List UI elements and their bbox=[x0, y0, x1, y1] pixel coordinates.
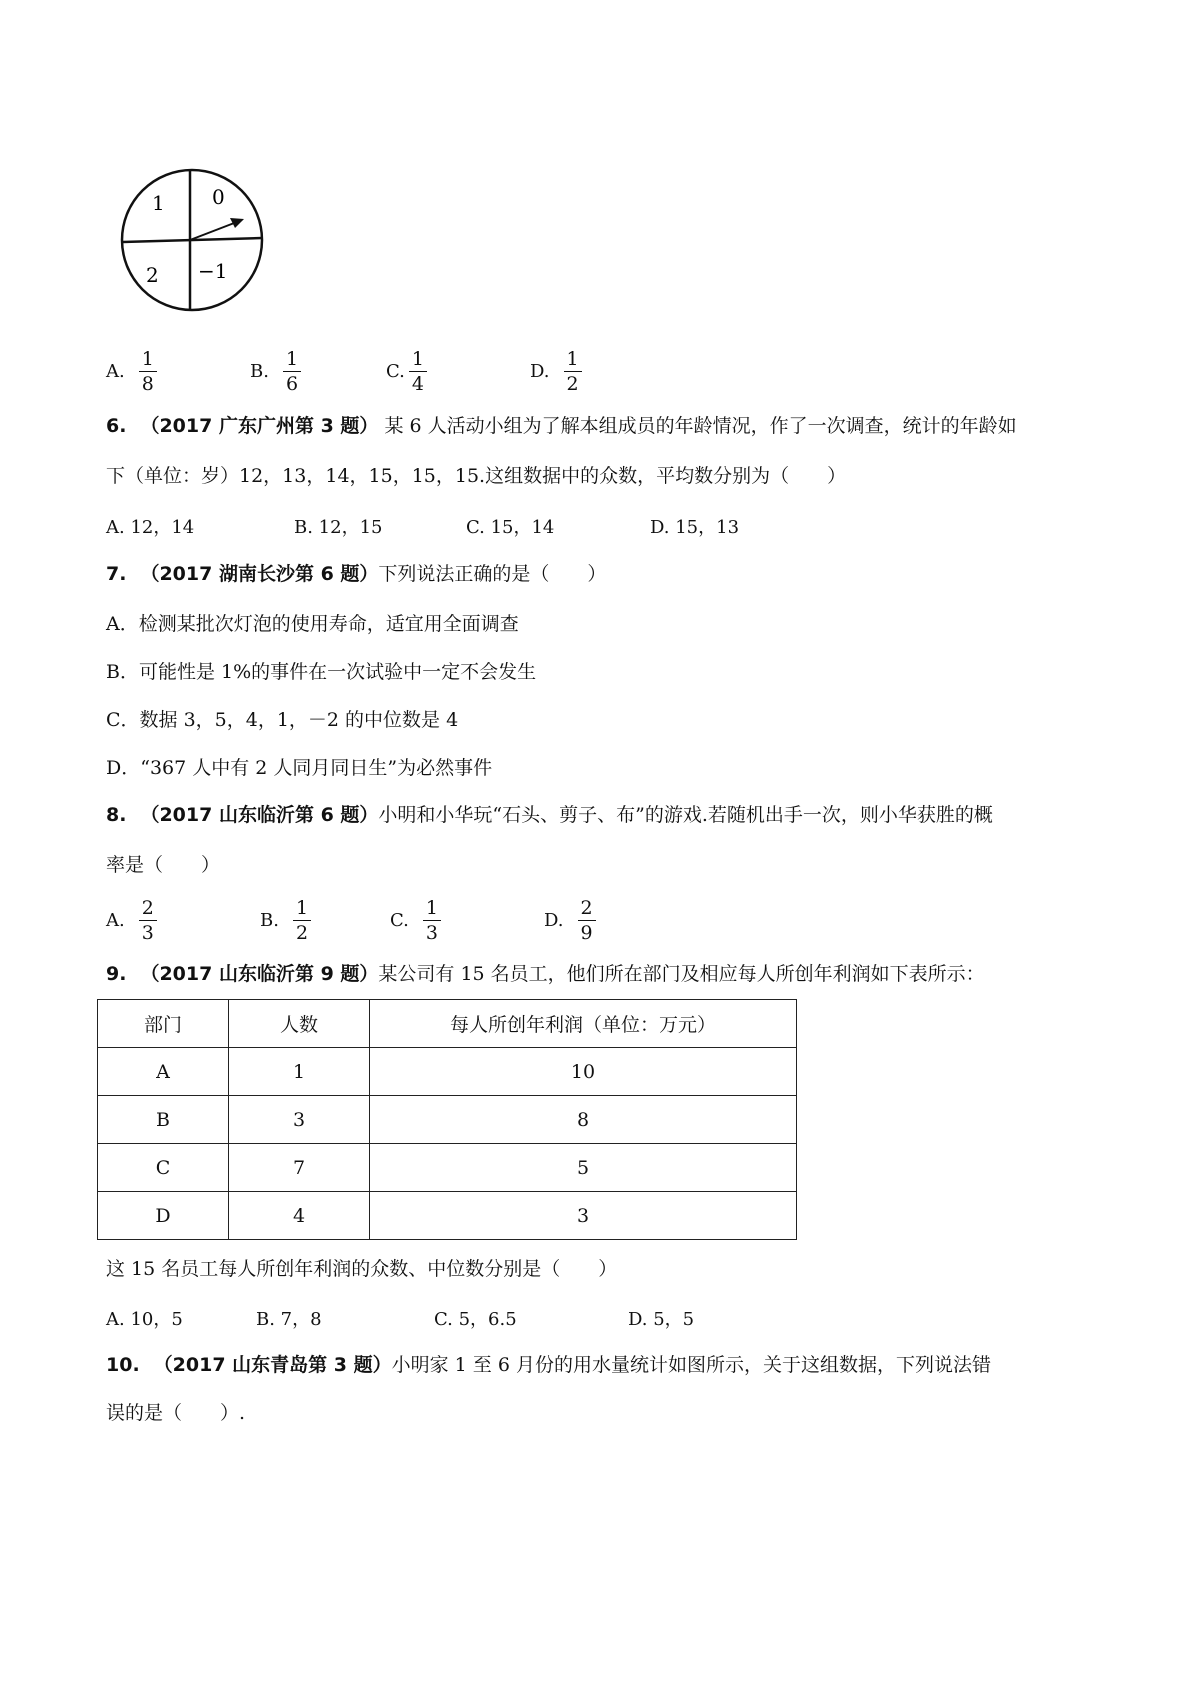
fraction: $\frac{1}{8}$ bbox=[139, 347, 157, 396]
q6-stem-line1: 6. （2017 广东广州第 3 题） 某 6 人活动小组为了解本组成员的年龄情况，作了一次调查，统计的年龄如 bbox=[106, 415, 1017, 437]
table-cell: 10 bbox=[370, 1048, 797, 1096]
fraction: $\frac{1}{2}$ bbox=[564, 347, 582, 396]
q6-option-d[interactable]: D. 15，13 bbox=[650, 517, 740, 538]
q9-option-a[interactable]: A. 10，5 bbox=[106, 1309, 183, 1330]
spinner-label-0: 0 bbox=[212, 185, 225, 209]
q7-option-b[interactable]: B．可能性是 1%的事件在一次试验中一定不会发生 bbox=[106, 661, 537, 683]
q8-option-b[interactable]: B. $\frac{1}{2}$ bbox=[260, 891, 311, 949]
question-source: （2017 山东临沂第 6 题） bbox=[140, 804, 379, 826]
q10-stem-line2: 误的是（ ）. bbox=[106, 1402, 246, 1424]
q8-stem-line1: 8. （2017 山东临沂第 6 题）小明和小华玩“石头、剪子、布”的游戏.若随机出手一次，则小华获胜的概 bbox=[106, 804, 993, 826]
q5-option-d[interactable]: D. $\frac{1}{2}$ bbox=[530, 342, 582, 400]
fraction: $\frac{2}{9}$ bbox=[578, 896, 596, 945]
profit-table bbox=[97, 999, 797, 1240]
q5-option-a[interactable]: A. $\frac{1}{8}$ bbox=[106, 342, 157, 400]
table-cell: D bbox=[98, 1192, 229, 1240]
question-number: 9. bbox=[106, 963, 127, 985]
q6-option-c[interactable]: C. 15，14 bbox=[466, 517, 555, 538]
spinner-label-2: 2 bbox=[146, 263, 159, 287]
table-cell: C bbox=[98, 1144, 229, 1192]
fraction: $\frac{1}{4}$ bbox=[409, 347, 427, 396]
fraction: $\frac{1}{6}$ bbox=[283, 347, 301, 396]
table-header-cell: 部门 bbox=[98, 1000, 229, 1048]
table-header-row bbox=[98, 1000, 797, 1048]
question-source: （2017 广东广州第 3 题） bbox=[140, 415, 379, 437]
table-cell: 1 bbox=[229, 1048, 370, 1096]
table-row bbox=[98, 1192, 797, 1240]
table-cell: 3 bbox=[370, 1192, 797, 1240]
spinner-label-neg1: −1 bbox=[198, 259, 228, 283]
question-source: （2017 湖南长沙第 6 题） bbox=[140, 563, 379, 585]
q6-option-b[interactable]: B. 12，15 bbox=[294, 517, 383, 538]
table-row bbox=[98, 1144, 797, 1192]
table-row bbox=[98, 1096, 797, 1144]
q7-stem: 7. （2017 湖南长沙第 6 题）下列说法正确的是（ ） bbox=[106, 563, 607, 585]
spinner-figure bbox=[112, 160, 272, 320]
table-cell: 8 bbox=[370, 1096, 797, 1144]
question-number: 10. bbox=[106, 1354, 140, 1376]
q8-option-d[interactable]: D. $\frac{2}{9}$ bbox=[544, 891, 596, 949]
fraction: $\frac{1}{2}$ bbox=[293, 896, 311, 945]
q6-option-a[interactable]: A. 12，14 bbox=[106, 517, 195, 538]
question-number: 8. bbox=[106, 804, 127, 826]
q8-option-a[interactable]: A. $\frac{2}{3}$ bbox=[106, 891, 157, 949]
fraction: $\frac{2}{3}$ bbox=[139, 896, 157, 945]
question-number: 7. bbox=[106, 563, 127, 585]
q9-stem: 9. （2017 山东临沂第 9 题）某公司有 15 名员工，他们所在部门及相应每人所创年利润如下表所示： bbox=[106, 963, 985, 985]
q6-stem-line2: 下（单位：岁）12，13，14，15，15，15.这组数据中的众数，平均数分别为（ ） bbox=[106, 465, 847, 487]
question-source: （2017 山东青岛第 3 题） bbox=[153, 1354, 392, 1376]
q10-stem-line1: 10. （2017 山东青岛第 3 题）小明家 1 至 6 月份的用水量统计如图所示，关于这组数据，下列说法错 bbox=[106, 1354, 991, 1376]
q5-option-b[interactable]: B. $\frac{1}{6}$ bbox=[250, 342, 301, 400]
table-header-cell: 每人所创年利润（单位：万元） bbox=[370, 1000, 797, 1048]
spinner-label-1: 1 bbox=[152, 191, 165, 215]
q9-question: 这 15 名员工每人所创年利润的众数、中位数分别是（ ） bbox=[106, 1258, 618, 1280]
table-cell: A bbox=[98, 1048, 229, 1096]
q7-option-c[interactable]: C．数据 3，5，4，1，－2 的中位数是 4 bbox=[106, 709, 459, 731]
q8-stem-line2: 率是（ ） bbox=[106, 854, 221, 876]
q8-option-c[interactable]: C. $\frac{1}{3}$ bbox=[390, 891, 441, 949]
table-cell: B bbox=[98, 1096, 229, 1144]
table-cell: 3 bbox=[229, 1096, 370, 1144]
table-cell: 5 bbox=[370, 1144, 797, 1192]
question-number: 6. bbox=[106, 415, 127, 437]
fraction: $\frac{1}{3}$ bbox=[423, 896, 441, 945]
table-cell: 7 bbox=[229, 1144, 370, 1192]
q9-option-c[interactable]: C. 5，6.5 bbox=[434, 1309, 517, 1330]
q9-option-b[interactable]: B. 7，8 bbox=[256, 1309, 322, 1330]
q7-option-a[interactable]: A．检测某批次灯泡的使用寿命，适宜用全面调查 bbox=[106, 613, 519, 635]
table-cell: 4 bbox=[229, 1192, 370, 1240]
table-row bbox=[98, 1048, 797, 1096]
q7-option-d[interactable]: D．“367 人中有 2 人同月同日生”为必然事件 bbox=[106, 757, 493, 779]
q9-option-d[interactable]: D. 5，5 bbox=[628, 1309, 695, 1330]
table-header-cell: 人数 bbox=[229, 1000, 370, 1048]
q5-option-c[interactable]: C. $\frac{1}{4}$ bbox=[386, 342, 427, 400]
question-source: （2017 山东临沂第 9 题） bbox=[140, 963, 379, 985]
